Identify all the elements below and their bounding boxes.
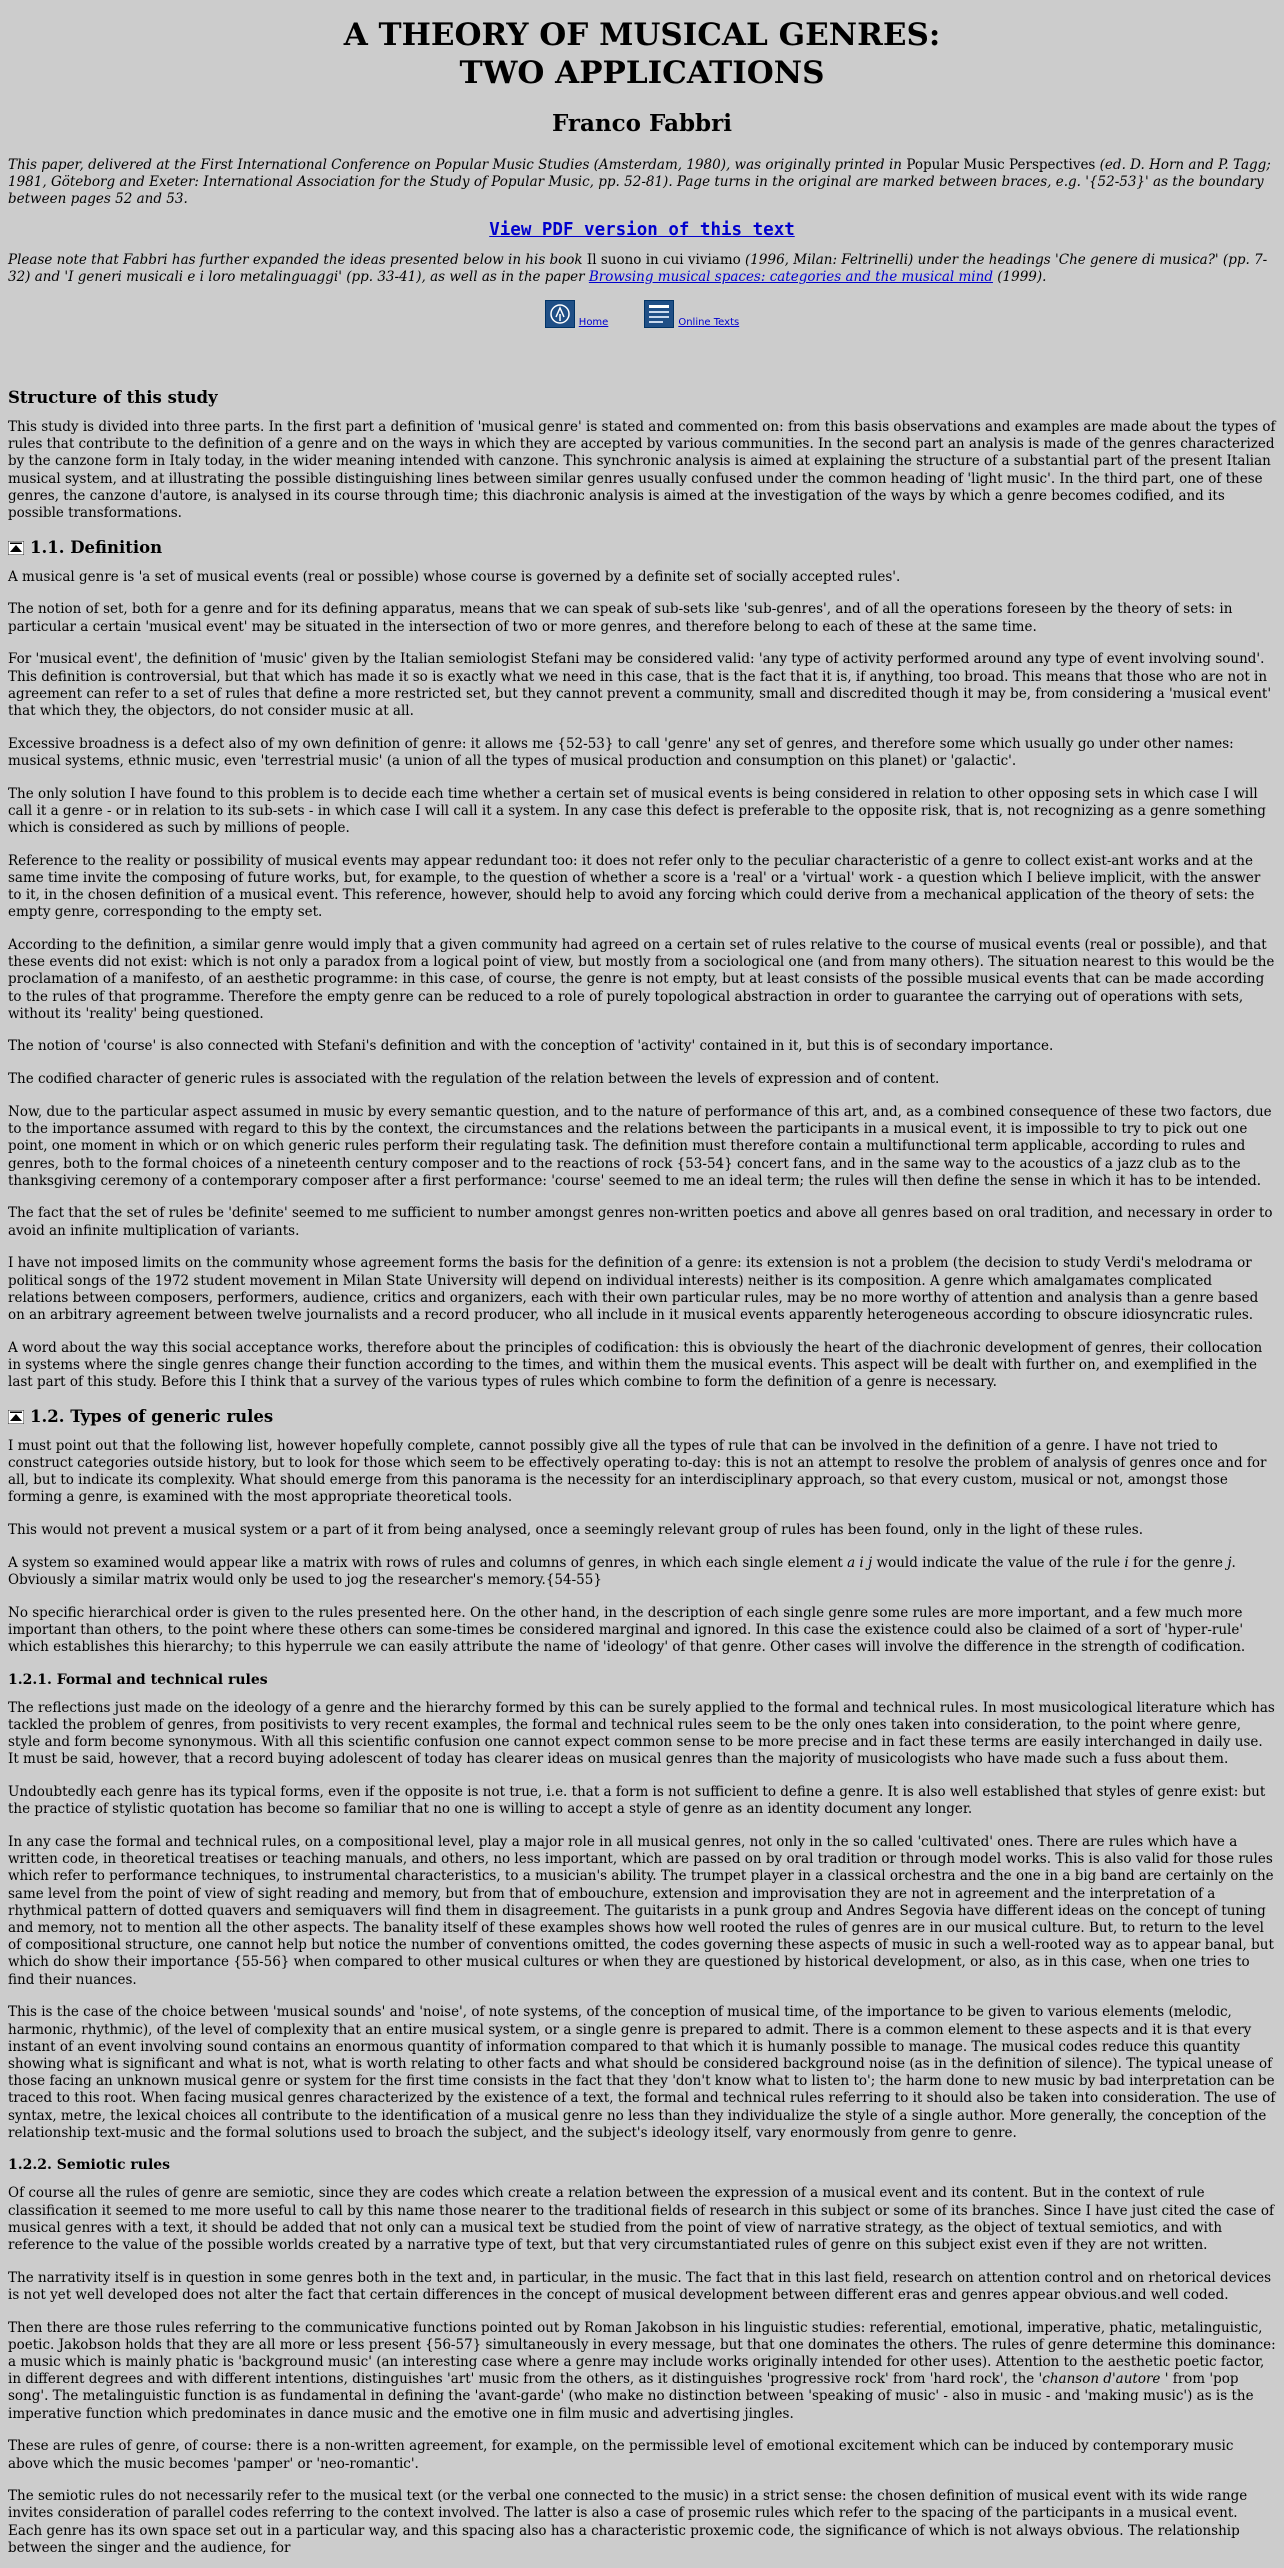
types-heading bbox=[8, 1407, 1276, 1426]
book-title: Popular Music Perspectives bbox=[906, 157, 1096, 173]
definition-paragraph: The codified character of generic rules is associated with the regulation of the relation between the levels of expression and of content. bbox=[8, 1071, 940, 1088]
definition-heading bbox=[8, 538, 1276, 557]
home-link-label: Home bbox=[578, 317, 609, 328]
types-paragraph-2: This would not prevent a musical system or a part of it from being analysed, once a seemingly relevant group of rules has been found, only in the light of these rules. bbox=[8, 1522, 1143, 1539]
book-title-2: Il suono in cui viviamo bbox=[586, 252, 741, 268]
definition-heading-text: 1.1. Definition bbox=[30, 537, 163, 557]
definition-paragraph: A musical genre is 'a set of musical events (real or possible) whose course is governed by a definite set of socially accepted rules'. bbox=[8, 568, 901, 585]
nav-bar bbox=[8, 300, 1276, 328]
online-texts-link[interactable] bbox=[644, 300, 739, 328]
types-paragraph-1: I must point out that the following list, however hopefully complete, cannot possibly give all the types of rule that can be involved in the definition of a genre. I have not tried to construct categories outside history, but to look for those which seem to be effectively operating to-day: this is not an attempt to resolve the problem of analysis of genres once and for all, but to indicate its complexity. What should emerge from this panorama is the necessity for an interdisciplinary approach, so that every custom, musical or not, amongst those forming a genre, is examined with the most appropriate theoretical tools. bbox=[8, 1437, 1267, 1506]
definition-paragraph: The notion of 'course' is also connected with Stefani's definition and with the conception of 'activity' contained in it, but this is of secondary importance. bbox=[8, 1038, 1054, 1055]
semiotic-paragraph-5: The semiotic rules do not necessarily refer to the musical text (or the verbal one connected to the music) in a strict sense: the chosen definition of musical event with its wide range invites consideration of parallel codes referring to the context involved. The latter is also a case of prosemic rules which refer to the spacing of the participants in a musical event. Each genre has its own space set out in a particular way, and this spacing also has a characteristic proxemic code, the significance of which is not always obvious. The relationship between the singer and the audience, for bbox=[8, 2488, 1248, 2556]
definition-paragraph: For 'musical event', the definition of 'music' given by the Italian semiologist Stefani may be considered valid: 'any type of activity performed around any type of event involving sound'. This definition is controversial, but that which has made it so is exactly what we need in this case, that is the fact that it is, if anything, too broad. This means that those who are not in agreement can refer to a set of rules that define a more restricted set, but they cannot prevent a community, small and discredited though it may be, from considering a 'musical event' that which they, the objectors, do not consider music at all. bbox=[8, 651, 1272, 719]
semiotic-paragraph-1: Of course all the rules of genre are semiotic, since they are codes which create a relation between the expression of a musical event and its content. But in the context of rule classification it seemed to me more useful to call by this name those nearer to the traditional fields of research in this subject or some of its branches. Since I have just cited the case of musical genres with a text, it should be added that not only can a musical text be studied from the point of view of narrative strategy, as the object of textual semiotics, and with reference to the value of the possible worlds created by a narrative type of text, but that very circumstantiated rules of genre on this subject exist even if they are not written. bbox=[8, 2185, 1275, 2254]
semiotic-heading: 1.2.2. Semiotic rules bbox=[8, 2157, 171, 2174]
home-icon bbox=[545, 300, 575, 328]
formal-heading: 1.2.1. Formal and technical rules bbox=[8, 1671, 268, 1688]
formal-paragraph: In any case the formal and technical rules, on a compositional level, play a major role in all musical genres, not only in the so called 'cultivated' ones. There are rules which have a written code, in theoretical treatises or teaching manuals, and others, no less important, which are passed on by oral tradition or through model works. This is also valid for those rules which refer to performance techniques, to instrumental characteristics, to a musician's ability. The trumpet player in a classical orchestra and the one in a big band are certainly on the same level from the point of view of sight reading and memory, but from that of embouchure, extension and improvisation they are not in agreement and the interpretation of a rhythmical pattern of dotted quavers and semiquavers will find them in disagreement. The guitarists in a punk group and Andres Segovia have different ideas on the concept of tuning and memory, not to mention all the other aspects. The banality itself of these examples shows how well rooted the rules of genres are in our musical culture. But, to return to the level of compositional structure, one cannot help but notice the number of conventions omitted, the codes governing these aspects of music in such a well-rooted way as to appear banal, but which do show their importance {55-56} when compared to other musical cultures or when they are questioned by historical development, or also, as in this case, when one tries to find their nuances. bbox=[8, 1833, 1274, 1988]
semiotic-paragraph-3: Then there are those rules referring to the communicative functions pointed out by Roman Jakobson in his linguistic studies: referential, emotional, imperative, phatic, metalinguistic, poetic. Jakobson holds that they are all more or less present {56-57} simultaneously in every message, but that one dominates the others. The rules of genre determine this dominance: a music which is mainly phatic is 'background music' (an interesting case where a genre may include works originally intended for other uses). Attention to the aesthetic poetic factor, in different degrees and with different intentions, distinguishes 'art' music from the others, as it distinguishes 'progressive rock' from 'hard rock', the 'chanson d'autore ' from 'pop song'. The metalinguistic function is as fundamental in defining the 'avant-garde' (who make no distinction between 'speaking of music' - also in music - and 'making music') as is the imperative function which predominates in dance music and the emotive one in film music and advertising jingles. bbox=[8, 2319, 1276, 2422]
structure-paragraph: This study is divided into three parts. In the first part a definition of 'musical genre' is stated and commented on: from this basis observations and examples are made about the types of rules that contribute to the definition of a genre and on the ways in which they are accepted by various communities. In the second part an analysis is made of the genres characterized by the canzone form in Italy today, in the wider meaning intended with canzone. This synchronic analysis is aimed at explaining the structure of a substantial part of the present Italian musical system, and at illustrating the possible distinguishing lines between similar genres usually confused under the common heading of 'light music'. In the third part, one of these genres, the canzone d'autore, is analysed in its course through time; this diachronic analysis is aimed at the investigation of the ways by which a genre becomes codified, and its possible transformations. bbox=[8, 419, 1276, 522]
formal-paragraph: The reflections just made on the ideology of a genre and the hierarchy formed by this can be surely applied to the formal and technical rules. In most musicological literature which has tackled the problem of genres, from positivists to very recent examples, the formal and technical rules seem to be the only ones taken into consideration, to the point where genre, style and form become synonymous. With all this scientific confusion one cannot expect common sense to be more precise and in fact these terms are easily interchanged in daily use. It must be said, however, that a record buying adolescent of today has clearer ideas on musical genres than the majority of musicologists who have made such a fuss about them. bbox=[8, 1699, 1275, 1768]
definition-paragraph: Excessive broadness is a defect also of my own definition of genre: it allows me {52-53} to call 'genre' any set of genres, and therefore some which usually go under other names: musical systems, ethnic music, even 'terrestrial music' (a union of all the types of musical production and consumption on this planet) or 'galactic'. bbox=[8, 735, 1234, 769]
types-heading-text: 1.2. Types of generic rules bbox=[30, 1406, 274, 1426]
intro-note: This paper, delivered at the First International Conference on Popular Music Studies (Amsterdam, 1980), was originally printed in Popular Music Perspectives (ed. D. Horn and P. Tagg; 1981, Göteborg and Exeter: International Association for the Study of Popular Music, pp. 52-81). Page turns in the original are marked between braces, e.g. '{52-53}' as the boundary between pages 52 and 53. bbox=[8, 157, 1271, 207]
semiotic-paragraph-4: These are rules of genre, of course: there is a non-written agreement, for example, on the permissible level of emotional excitement which can be induced by contemporary music above which the music becomes 'pamper' or 'neo-romantic'. bbox=[8, 2438, 1234, 2472]
page-title bbox=[8, 16, 1276, 92]
title-line-2: TWO APPLICATIONS bbox=[459, 55, 825, 91]
definition-paragraph: According to the definition, a similar genre would imply that a given community had agreed on a certain set of rules relative to the course of musical events (real or possible), and that these events did not exist: which is not only a paradox from a logical point of view, but mostly from a sociological one (and from many others). The situation nearest to this would be the proclamation of a manifesto, of an aesthetic programme: in this case, of course, the genre is not empty, but at least consists of the possible musical events that can be made according to the rules of that programme. Therefore the empty genre can be reduced to a role of purely topological abstraction in order to guarantee the carrying out of operations with sets, without its 'reality' being questioned. bbox=[8, 936, 1275, 1022]
definition-paragraph: I have not imposed limits on the community whose agreement forms the basis for the definition of a genre: its extension is not a problem (the decision to study Verdi's melodrama or political songs of the 1972 student movement in Milan State University will depend on individual interests) neither is its composition. A genre which amalgamates complicated relations between composers, performers, audience, critics and organizers, each with their own particular rules, may be no more worthy of attention and analysis than a genre based on an arbitrary agreement between twelve journalists and a record producer, who all include in it musical events apparently heterogeneous according to obscure idiosyncratic rules. bbox=[8, 1255, 1259, 1323]
formal-paragraph: This is the case of the choice between 'musical sounds' and 'noise', of note systems, of the conception of musical time, of the importance to be given to various elements (melodic, harmonic, rhythmic), of the level of complexity that an entire musical system, or a single genre is prepared to admit. There is a common element to these aspects and it is that every instant of an event involving sound contains an enormous quantity of information compared to that which it is humanly possible to manage. The musical codes reduce this quantity showing what is significant and what is not, what is worth relating to other facts and what should be considered background noise (as in the definition of silence). The typical unease of those facing an unknown musical genre or system for the first time consists in the fact that they 'don't know what to listen to'; the harm done to new music by bad interpretation can be traced to this root. When facing musical genres characterized by the existence of a text, the formal and technical rules referring to it should also be taken into consideration. The use of syntax, metre, the lexical choices all contribute to the identification of a musical genre no less than they individualize the style of a single author. More generally, the conception of the relationship text-music and the formal solutions used to broach the subject, and the subject's ideology itself, vary enormously from genre to genre. bbox=[8, 2004, 1276, 2141]
types-paragraph-3: A system so examined would appear like a matrix with rows of rules and columns of genres, in which each single element a i j would indicate the value of the rule i for the genre j. Obviously a similar matrix would only be used to jog the researcher's memory.{54-55} bbox=[8, 1554, 1236, 1588]
definition-paragraphs bbox=[8, 569, 1276, 1392]
pdf-version-link[interactable]: View PDF version of this text bbox=[489, 220, 795, 240]
semiotic-paragraph-2: The narrativity itself is in question in some genres both in the text and, in particular, in the music. The fact that in this last field, research on attention control and on rhetorical devices is not yet well developed does not alter the fact that certain differences in the concept of musical development between different eras and genres appear obvious.and well coded. bbox=[8, 2269, 1272, 2303]
definition-paragraph: Now, due to the particular aspect assumed in music by every semantic question, and to the nature of performance of this art, and, as a combined consequence of these two factors, due to the importance assumed with regard to this by the context, the circumstances and the relations between the participants in a musical event, it is impossible to try to pick out one point, one moment in which or on which generic rules perform their regulating task. The definition must therefore contain a multifunctional term applicable, according to rules and genres, both to the formal choices of a nineteenth century composer and to the reactions of rock {53-54} concert fans, and in the same way to the acoustics of a jazz club as to the thanksgiving ceremony of a contemporary composer after a first performance: 'course' seemed to me an ideal term; the rules will then define the sense in which it has to be intended. bbox=[8, 1103, 1272, 1189]
online-texts-link-label: Online Texts bbox=[678, 317, 740, 328]
definition-paragraph: A word about the way this social acceptance works, therefore about the principles of codification: this is obviously the heart of the diachronic development of genres, their collocation in systems where the single genres change their function according to the times, and within them the musical events. This aspect will be dealt with further on, and exemplified in the last part of this study. Before this I think that a survey of the various types of rules which combine to form the definition of a genre is necessary. bbox=[8, 1339, 1263, 1391]
definition-paragraph: The fact that the set of rules be 'definite' seemed to me sufficient to number amongst genres non-written poetics and above all genres based on oral tradition, and necessary in order to avoid an infinite multiplication of variants. bbox=[8, 1205, 1273, 1239]
formal-paragraphs bbox=[8, 1700, 1276, 2142]
definition-paragraph: The only solution I have found to this problem is to decide each time whether a certain set of musical events is being considered in relation to other opposing sets in which case I will call it a genre - or in relation to its sub-sets - in which case I will call it a system. In any case this defect is preferable to the opposite risk, that is, not recognizing as a genre something which is considered as such by millions of people. bbox=[8, 785, 1266, 836]
definition-paragraph: Reference to the reality or possibility of musical events may appear redundant too: it does not refer only to the peculiar characteristic of a genre to collect exist-ant works and at the same time invite the composing of future works, but, for example, to the question of whether a score is a 'real' or a 'virtual' work - a question which I believe implicit, with the answer to it, in the chosen definition of a musical event. This reference, however, should help to avoid any forcing which could derive from a mechanical application of the theory of sets: the empty genre, corresponding to the empty set. bbox=[8, 852, 1261, 921]
author-name: Franco Fabbri bbox=[551, 110, 732, 137]
browsing-musical-spaces-link[interactable]: Browsing musical spaces: categories and the musical mind bbox=[588, 269, 993, 285]
types-paragraph-4: No specific hierarchical order is given to the rules presented here. On the other hand, in the description of each single genre some rules are more important, and a few much more important than others, to the point where these others can some-times be considered marginal and ignored. In this case the existence could also be claimed of a sort of 'hyper-rule' which establishes this hierarchy; to this hyperrule we can easily attribute the name of 'ideology' of that genre. Other cases will involve the difference in the strength of codification. bbox=[8, 1604, 1246, 1656]
further-note: Please note that Fabbri has further expanded the ideas presented below in his book Il suono in cui viviamo (1996, Milan: Feltrinelli) under the headings 'Che genere di musica?' (pp. 7-32) and 'I generi musicali e i loro metalinguaggi' (pp. 33-41), as well as in the paper Browsing musical spaces: categories and the musical mind (1999). bbox=[8, 252, 1268, 285]
pdf-link-container bbox=[8, 220, 1276, 240]
home-link[interactable] bbox=[545, 300, 609, 328]
definition-paragraph: The notion of set, both for a genre and for its defining apparatus, means that we can speak of sub-sets like 'sub-genres', and of all the operations foreseen by the theory of sets: in particular a certain 'musical event' may be situated in the intersection of two or more genres, and therefore belong to each of these at the same time. bbox=[8, 601, 1233, 635]
structure-heading: Structure of this study bbox=[8, 388, 218, 407]
formal-paragraph: Undoubtedly each genre has its typical forms, even if the opposite is not true, i.e. that a form is not sufficient to define a genre. It is also well established that styles of genre exist: but the practice of stylistic quotation has become so familiar that no one is willing to accept a style of genre as an identity document any longer. bbox=[8, 1784, 1266, 1818]
title-line-1: A THEORY OF MUSICAL GENRES: bbox=[343, 17, 941, 53]
back-to-top-icon[interactable] bbox=[8, 540, 24, 554]
document-icon bbox=[644, 300, 674, 328]
back-to-top-icon[interactable] bbox=[8, 1409, 24, 1423]
